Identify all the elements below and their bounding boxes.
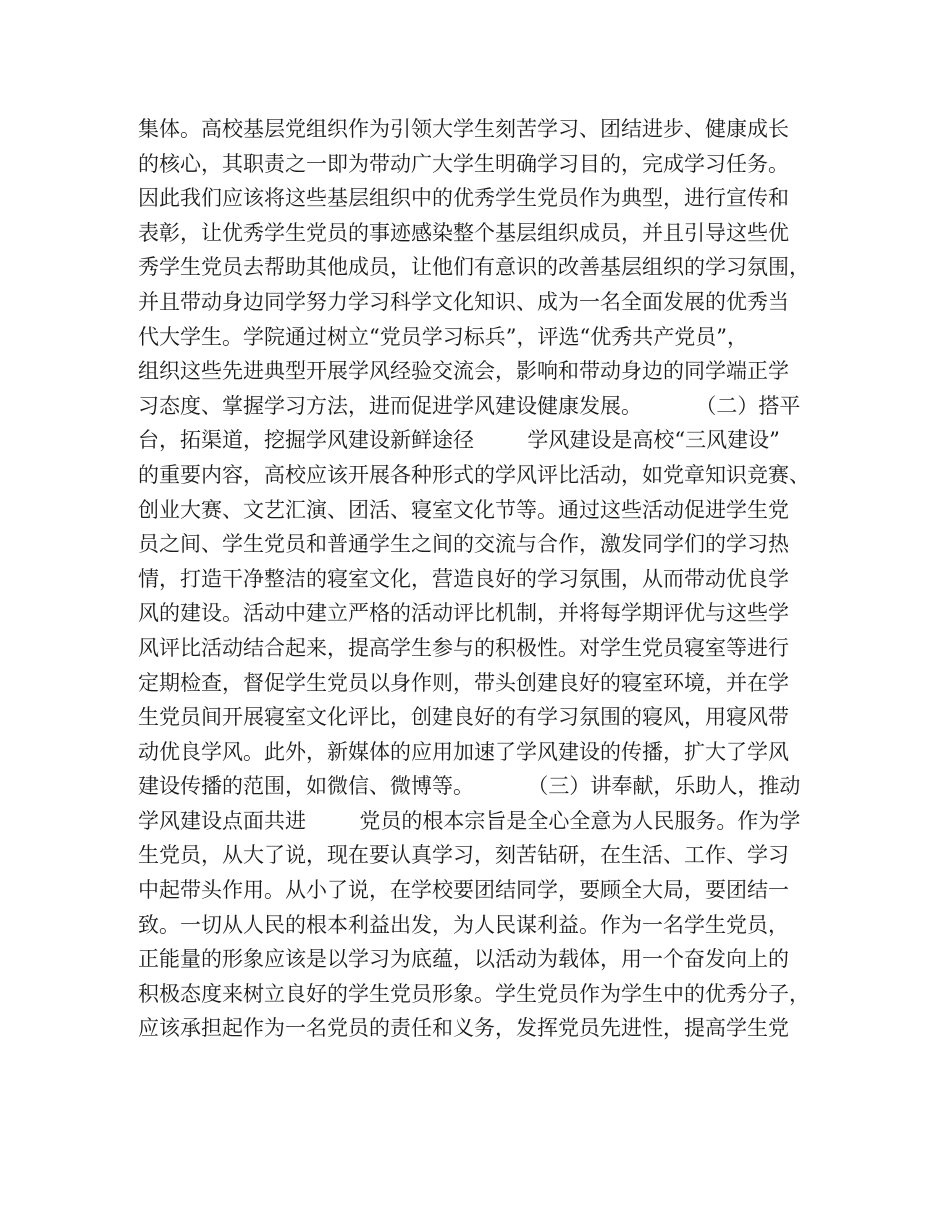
- text-line: 生党员间开展寝室文化评比，创建良好的有学习氛围的寝风，用寝风带: [138, 705, 789, 730]
- text-line: 的重要内容，高校应该开展各种形式的学风评比活动，如党章知识竞赛、: [138, 462, 810, 487]
- text-line: 的核心，其职责之一即为带动广大学生明确学习目的，完成学习任务。: [138, 151, 789, 176]
- text-line: 生党员，从大了说，现在要认真学习，刻苦钻研，在生活、工作、学习: [138, 843, 789, 868]
- text-line: 学风建设点面共进 党员的根本宗旨是全心全意为人民服务。作为学: [138, 808, 801, 833]
- text-line: 秀学生党员去帮助其他成员，让他们有意识的改善基层组织的学习氛围，: [138, 255, 810, 280]
- text-line: 风的建设。活动中建立严格的活动评比机制，并将每学期评优与这些学: [138, 601, 789, 626]
- text-line: 表彰，让优秀学生党员的事迹感染整个基层组织成员，并且引导这些优: [138, 220, 789, 245]
- body-text: [138, 112, 828, 1046]
- text-line: 正能量的形象应该是以学习为底蕴，以活动为载体，用一个奋发向上的: [138, 947, 789, 972]
- text-line: 台，拓渠道，挖掘学风建设新鲜途径 学风建设是高校“三风建设”: [138, 428, 780, 453]
- text-line: 中起带头作用。从小了说，在学校要团结同学，要顾全大局，要团结一: [138, 878, 789, 903]
- text-line: 习态度、掌握学习方法，进而促进学风建设健康发展。 （二）搭平: [138, 393, 801, 418]
- text-line: 动优良学风。此外，新媒体的应用加速了学风建设的传播，扩大了学风: [138, 739, 789, 764]
- text-line: 创业大赛、文艺汇演、团活、寝室文化节等。通过这些活动促进学生党: [138, 497, 789, 522]
- text-line: 组织这些先进典型开展学风经验交流会，影响和带动身边的同学端正学: [138, 359, 789, 384]
- text-line: 员之间、学生党员和普通学生之间的交流与合作，激发同学们的学习热: [138, 532, 789, 557]
- text-line: 定期检查，督促学生党员以身作则，带头创建良好的寝室环境，并在学: [138, 670, 789, 695]
- text-line: 应该承担起作为一名党员的责任和义务，发挥党员先进性，提高学生党: [138, 1016, 789, 1041]
- text-line: 情，打造干净整洁的寝室文化，营造良好的学习氛围，从而带动优良学: [138, 566, 789, 591]
- text-line: 并且带动身边同学努力学习科学文化知识、成为一名全面发展的优秀当: [138, 289, 789, 314]
- text-line: 代大学生。学院通过树立“党员学习标兵”，评选“优秀共产党员”，: [138, 324, 748, 349]
- text-line: 风评比活动结合起来，提高学生参与的积极性。对学生党员寝室等进行: [138, 635, 789, 660]
- text-line: 积极态度来树立良好的学生党员形象。学生党员作为学生中的优秀分子，: [138, 981, 810, 1006]
- text-line: 集体。高校基层党组织作为引领大学生刻苦学习、团结进步、健康成长: [138, 117, 789, 141]
- text-line: 因此我们应该将这些基层组织中的优秀学生党员作为典型，进行宣传和: [138, 186, 789, 211]
- text-line: 建设传播的范围，如微信、微博等。 （三）讲奉献，乐助人，推动: [138, 774, 801, 799]
- text-line: 致。一切从人民的根本利益出发，为人民谋利益。作为一名学生党员，: [138, 912, 789, 937]
